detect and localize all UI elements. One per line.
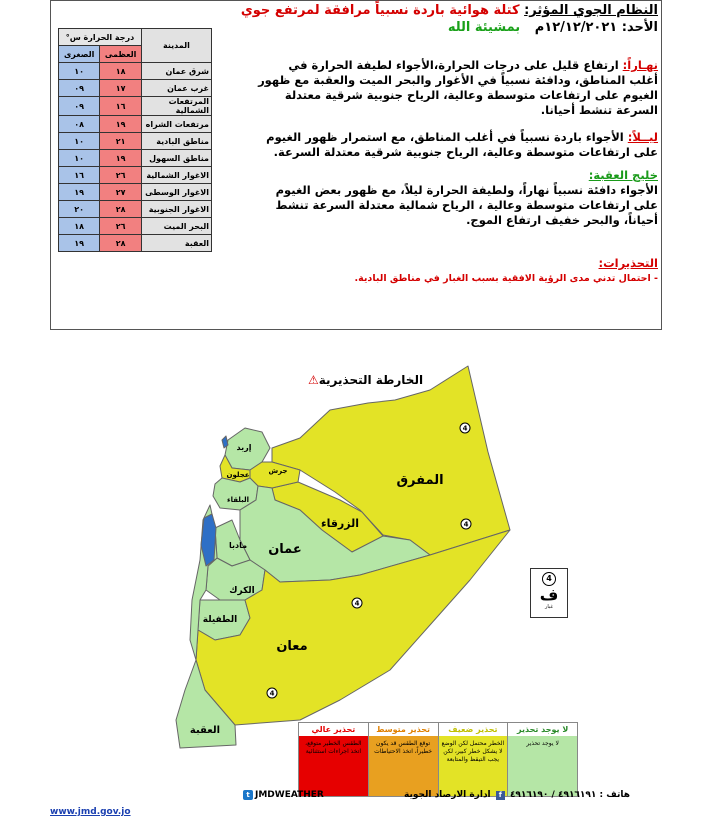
table-cell-min: ٢٠ [59,201,100,218]
footer-dept: ادارة الارصاد الجوية [404,790,491,800]
legend-none-title: لا يوجد تحذير [508,723,577,736]
legend-high-title: تحذير عالي [299,723,368,736]
legend-low-body: الخطر محتمل لكن الوضع لا يشكل خطر كبير، لكن يجب التيقظ والمتابعة [439,736,508,796]
warnings-text: - احتمال تدني مدى الرؤية الافقية بسبب الغبار في مناطق البادية. [354,273,658,284]
legend-high-body: الطقس الخطير متوقع، اتخذ اجراءات استثنائية [299,736,368,796]
table-cell-min: ١٠ [59,63,100,80]
night-text: الأجواء باردة نسبياً في أغلب المناطق، مع استمرار ظهور الغيوم على ارتفاعات متوسطة وعالية، الرياح جنوبية شرقية معتدلة السرعة. [266,130,658,159]
weather-system-label: النظام الجوي المؤثر: [524,3,658,18]
table-head-max: العظمى [100,46,142,63]
table-cell-max: ١٩ [100,150,142,167]
warnings-label: التحذيرات: [598,256,658,270]
table-cell-city: الاغوار الشمالية [141,167,211,184]
table-cell-min: ١٩ [59,184,100,201]
region-label-jerash: جرش [268,467,288,475]
legend-none [507,723,577,796]
region-label-zarqa: الزرقاء [320,517,360,530]
logo-number: 4 [542,572,556,586]
table-cell-min: ١٠ [59,150,100,167]
dust-warning-logo [530,568,568,618]
warning-marker-number: 4 [462,424,468,433]
table-head-temp: درجة الحرارة س° [59,29,142,46]
legend-low [438,723,508,796]
table-cell-max: ١٨ [100,63,142,80]
galilee-sea [222,436,228,448]
region-label-maan: معان [276,639,308,654]
warning-legend [298,722,578,797]
twitter-icon: t [243,790,253,800]
table-cell-min: ١٩ [59,235,100,252]
table-cell-city: مرتفعات الشراه [141,116,211,133]
table-cell-city: الاغوار الجنوبية [141,201,211,218]
table-cell-min: ١٨ [59,218,100,235]
footer-phone: هاتف : ٤٩١٦١٩١ / ٤٩١٦١٩٠ [509,790,630,800]
table-cell-max: ٢١ [100,133,142,150]
table-cell-max: ١٦ [100,97,142,116]
warning-marker-number: 4 [354,599,360,608]
day-text: ارتفاع قليل على درجات الحرارة،الأجواء لطيفة الحرارة في أغلب المناطق، ودافئة نسبياً في الأغوار والبحر الميت والعقبة مع ظهور الغيوم على ارتفاعات متوسطة وعالية، الرياح جنوبية شرقية معتدلة السرعة تنشط أحيانا. [258,58,658,117]
gulf-label: خليج العقبة: [588,168,658,182]
warning-triangle-icon: ⚠ [308,373,319,387]
table-cell-city: البحر الميت [141,218,211,235]
table-cell-max: ٢٨ [100,201,142,218]
footer-brand-text: JMDWEATHER [255,790,324,800]
table-cell-max: ١٧ [100,80,142,97]
night-label: ليــلاً: [627,130,658,144]
table-cell-max: ٢٧ [100,184,142,201]
region-label-karak: الكرك [229,586,255,596]
blessing-text: بمشيئة الله [447,20,521,35]
table-cell-min: ١٠ [59,133,100,150]
legend-mid-body: توقع الطقس قد يكون خطيراً، اتخذ الاحتياطات [369,736,438,796]
table-cell-max: ٢٦ [100,167,142,184]
region-label-mafraq: المفرق [396,473,444,488]
region-label-madaba: مادبا [228,541,248,550]
table-head-city: المدينة [141,29,211,63]
legend-low-title: تحذير ضعيف [439,723,508,736]
warning-marker-number: 4 [269,689,275,698]
table-cell-max: ١٩ [100,116,142,133]
footer-url-link[interactable]: www.jmd.gov.jo [50,807,131,817]
table-head-min: الصغرى [59,46,100,63]
legend-high [299,723,368,796]
table-cell-city: غرب عمان [141,80,211,97]
table-cell-city: الاغوار الوسطى [141,184,211,201]
table-cell-min: ٠٩ [59,80,100,97]
gulf-text: الأجواء دافئة نسبياً نهاراً، ولطيفة الحرارة ليلاً، مع ظهور بعض الغيوم على ارتفاعات متوسطة وعالية ، الرياح شمالية معتدلة السرعة تنشط أحياناً، والبحر خفيف ارتفاع الموج. [275,183,658,227]
region-label-aqaba: العقبة [189,725,221,736]
legend-mid [368,723,438,796]
table-cell-city: العقبة [141,235,211,252]
table-cell-max: ٢٨ [100,235,142,252]
facebook-icon[interactable]: f [496,791,505,800]
footer-contact [404,790,630,800]
region-label-ajloun: عجلون [226,471,250,479]
footer-brand[interactable] [243,790,324,800]
table-cell-min: ٠٨ [59,116,100,133]
weather-system-value: كتلة هوائية باردة نسبياً مرافقة لمرتفع جوي [240,3,520,18]
logo-label: غبار [544,604,554,610]
table-cell-city: المرتفعات الشمالية [141,97,211,116]
legend-mid-title: تحذير متوسط [369,723,438,736]
map-title-text: الخارطة التحذيرية [318,373,424,387]
table-cell-city: مناطق السهول [141,150,211,167]
table-cell-max: ٢٦ [100,218,142,235]
region-label-amman: عمان [268,542,302,557]
legend-none-body: لا يوجد تحذير [508,736,577,796]
region-label-balqa: البلقاء [227,496,249,504]
table-cell-city: مناطق البادية [141,133,211,150]
region-label-tafilah: الطفيلة [202,615,238,625]
day-label: نهـاراً: [622,58,658,72]
table-cell-min: ١٦ [59,167,100,184]
table-cell-min: ٠٩ [59,97,100,116]
warning-marker-number: 4 [463,520,469,529]
logo-glyph: ف [539,585,559,604]
region-label-irbid: إربد [236,443,252,452]
table-cell-city: شرق عمان [141,63,211,80]
bulletin-date: الأحد: ١٢/١٢/٢٠٢١م [534,20,658,35]
